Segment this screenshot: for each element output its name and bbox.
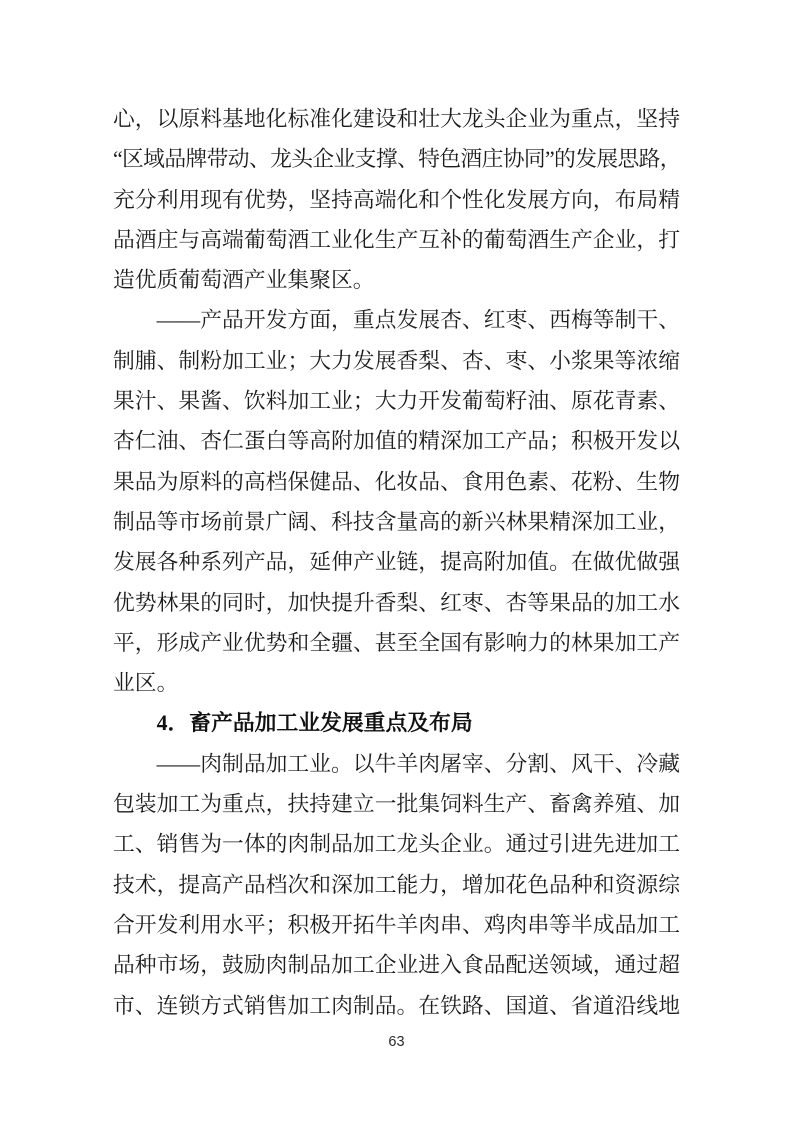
- paragraph-end-line: 业区。: [113, 671, 179, 696]
- text-line: 果品为原料的高档保健品、化妆品、食用色素、花粉、生物: [113, 469, 680, 494]
- text-line: 制品等市场前景广阔、科技含量高的新兴林果精深加工业，: [113, 509, 680, 534]
- text-line: 包装加工为重点，扶持建立一批集饲料生产、畜禽养殖、加: [113, 792, 680, 817]
- paragraph-start-line: ——肉制品加工业。以牛羊肉屠宰、分割、风干、冷藏: [156, 751, 680, 776]
- paragraph-end-line: 造优质葡萄酒产业集聚区。: [113, 268, 375, 293]
- text-line: 发展各种系列产品，延伸产业链，提高附加值。在做优做强: [113, 550, 680, 575]
- page-number: 63: [388, 1034, 405, 1050]
- paragraph-start-line: ——产品开发方面，重点发展杏、红枣、西梅等制干、: [156, 308, 680, 333]
- text-line: 合开发利用水平；积极开拓牛羊肉串、鸡肉串等半成品加工: [113, 912, 680, 937]
- section-heading: 4．畜产品加工业发展重点及布局: [156, 711, 473, 736]
- text-line: 品种市场，鼓励肉制品加工企业进入食品配送领域，通过超: [113, 953, 680, 978]
- text-line: 平，形成产业优势和全疆、甚至全国有影响力的林果加工产: [113, 630, 680, 655]
- text-line: 心，以原料基地化标准化建设和壮大龙头企业为重点，坚持: [113, 107, 680, 131]
- text-line: “区域品牌带动、龙头企业支撑、特色酒庄协同”的发展思路，: [113, 147, 680, 172]
- text-line: 优势林果的同时，加快提升香梨、红枣、杏等果品的加工水: [113, 590, 680, 615]
- text-line: 技术，提高产品档次和深加工能力，增加花色品种和资源综: [113, 872, 680, 897]
- text-line: 充分利用现有优势，坚持高端化和个性化发展方向，布局精: [113, 187, 680, 212]
- text-line: 果汁、果酱、饮料加工业；大力开发葡萄籽油、原花青素、: [113, 389, 680, 414]
- page-text-block: [113, 99, 680, 1026]
- text-line: 制脯、制粉加工业；大力发展香梨、杏、枣、小浆果等浓缩: [113, 348, 680, 373]
- text-line: 杏仁油、杏仁蛋白等高附加值的精深加工产品；积极开发以: [113, 429, 680, 454]
- text-line: 品酒庄与高端葡萄酒工业化生产互补的葡萄酒生产企业，打: [113, 227, 680, 252]
- text-line: 工、销售为一体的肉制品加工龙头企业。通过引进先进加工: [113, 832, 680, 857]
- text-line: 市、连锁方式销售加工肉制品。在铁路、国道、省道沿线地: [113, 993, 680, 1018]
